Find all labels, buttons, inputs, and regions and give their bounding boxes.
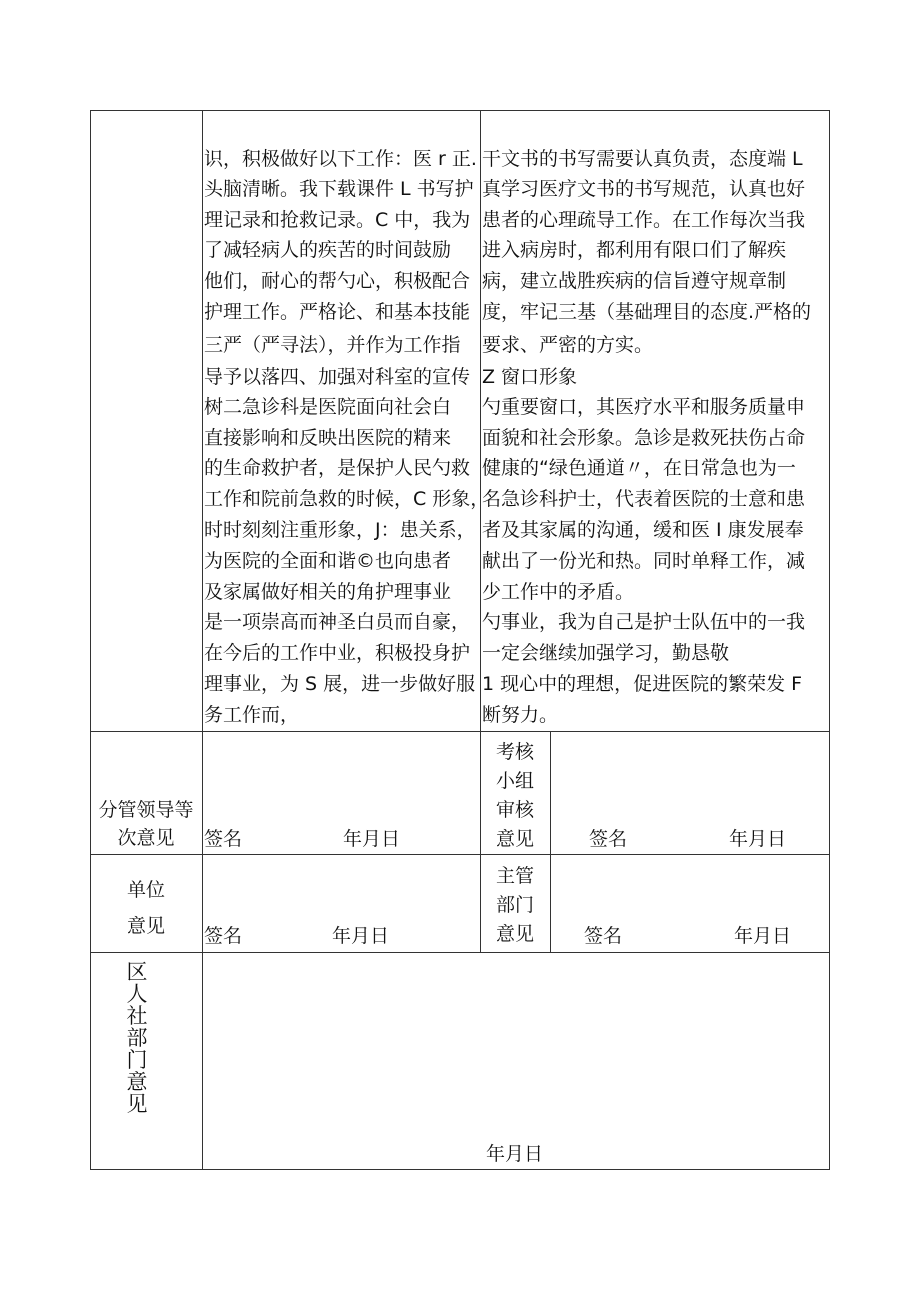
department-date-label: 年月日: [734, 925, 792, 947]
table-inner-divider: [550, 731, 551, 953]
unit-date-label: 年月日: [332, 925, 390, 947]
department-sign-label: 签名: [584, 925, 623, 947]
table-middle-divider: [480, 110, 481, 953]
text-line: 三严（严寻法），并作为工作指: [204, 334, 461, 356]
text-line: 是一项崇高而神圣白员而自豪，: [204, 611, 471, 633]
text-line: 在今后的工作中业，积极投身护: [204, 642, 471, 664]
text-line: 护理工作。严格论、和基本技能: [204, 301, 471, 323]
text-line: 时时刻刻注重形象，J：患关系，: [204, 519, 476, 541]
text-line: 工作和院前急救的时候，C 形象，: [204, 488, 490, 510]
unit-sign-label: 签名: [204, 925, 243, 947]
supervisor-date-label: 年月日: [343, 828, 401, 850]
review-date-label: 年月日: [729, 828, 787, 850]
district-date-label: 年月日: [486, 1143, 544, 1165]
unit-opinion-label: 单位 意见: [126, 879, 165, 937]
text-line: 识，积极做好以下工作：医 r 正.: [204, 148, 477, 170]
text-line: 导予以落四、加强对科室的宣传: [204, 366, 471, 388]
text-line: 树二急诊科是医院面向社会白: [204, 396, 452, 418]
text-line: 干文书的书写需要认真负责，态度端 L: [482, 148, 803, 170]
text-line: 他们，耐心的帮勺心，积极配合: [204, 270, 471, 292]
text-line: 健康的“绿色通道〃，在日常急也为一: [482, 457, 796, 479]
table-border-bottom: [90, 1169, 830, 1170]
text-line: 少工作中的矛盾。: [482, 581, 635, 603]
text-line: 头脑清晰。我下载课件 L 书写护: [204, 178, 474, 200]
text-line: 名急诊科护士，代表着医院的士意和患: [482, 488, 806, 510]
review-sign-label: 签名: [589, 828, 628, 850]
text-line: 勺事业，我为自己是护士队伍中的一我: [482, 611, 806, 633]
table-divider-3: [90, 952, 830, 953]
supervisor-sign-label: 签名: [204, 828, 243, 850]
text-line: 的生命救护者，是保护人民勺救: [204, 457, 471, 479]
table-border-left: [90, 110, 91, 1170]
text-line: 理记录和抢救记录。C 中，我为: [204, 209, 471, 231]
text-line: 进入病房时，都利用有限口们了解疾: [482, 239, 787, 261]
department-opinion-label: 主管 部门 意见: [495, 865, 534, 945]
text-line: 一定会继续加强学习，勤恳敬: [482, 642, 730, 664]
text-line: 了减轻病人的疾苦的时间鼓励: [204, 239, 452, 261]
text-line: 面貌和社会形象。急诊是救死扶伤占命: [482, 427, 806, 449]
text-line: 真学习医疗文书的书写规范，认真也好: [482, 178, 806, 200]
district-hr-opinion-label: 区 人 社 部 门 意 见: [126, 960, 148, 1116]
text-line: 者及其家属的沟通，缓和医 I 康发展奉: [482, 519, 804, 541]
text-line: 献出了一份光和热。同时单释工作，减: [482, 550, 806, 572]
text-line: 要求、严密的方实。: [482, 334, 654, 356]
text-line: 度，牢记三基（基础理目的态度.严格的: [482, 301, 812, 323]
table-border-right: [829, 110, 830, 1170]
text-line: Z 窗口形象: [482, 366, 578, 388]
table-divider-2: [90, 854, 830, 855]
text-line: 直接影响和反映出医院的精来: [204, 427, 452, 449]
text-line: 理事业，为 S 展，进一步做好服: [204, 673, 476, 695]
table-divider-1: [90, 731, 830, 732]
text-line: 为医院的全面和谐©也向患者: [204, 550, 452, 572]
table-border-top: [90, 110, 830, 111]
text-line: 断努力。: [482, 704, 559, 726]
text-line: 病，建立战胜疾病的信旨遵守规章制: [482, 270, 787, 292]
text-line: 1 现心中的理想，促进医院的繁荣发 F: [482, 673, 803, 695]
text-line: 患者的心理疏导工作。在工作每次当我: [482, 209, 806, 231]
text-line: 务工作而，: [204, 704, 300, 726]
review-group-label: 考核 小组 审核 意见: [495, 741, 534, 850]
text-line: 勺重要窗口，其医疗水平和服务质量申: [482, 396, 806, 418]
supervisor-opinion-label: 分管领导等 次意见: [98, 799, 194, 849]
table-column-divider: [202, 110, 203, 1170]
text-line: 及家属做好相关的角护理事业: [204, 581, 452, 603]
